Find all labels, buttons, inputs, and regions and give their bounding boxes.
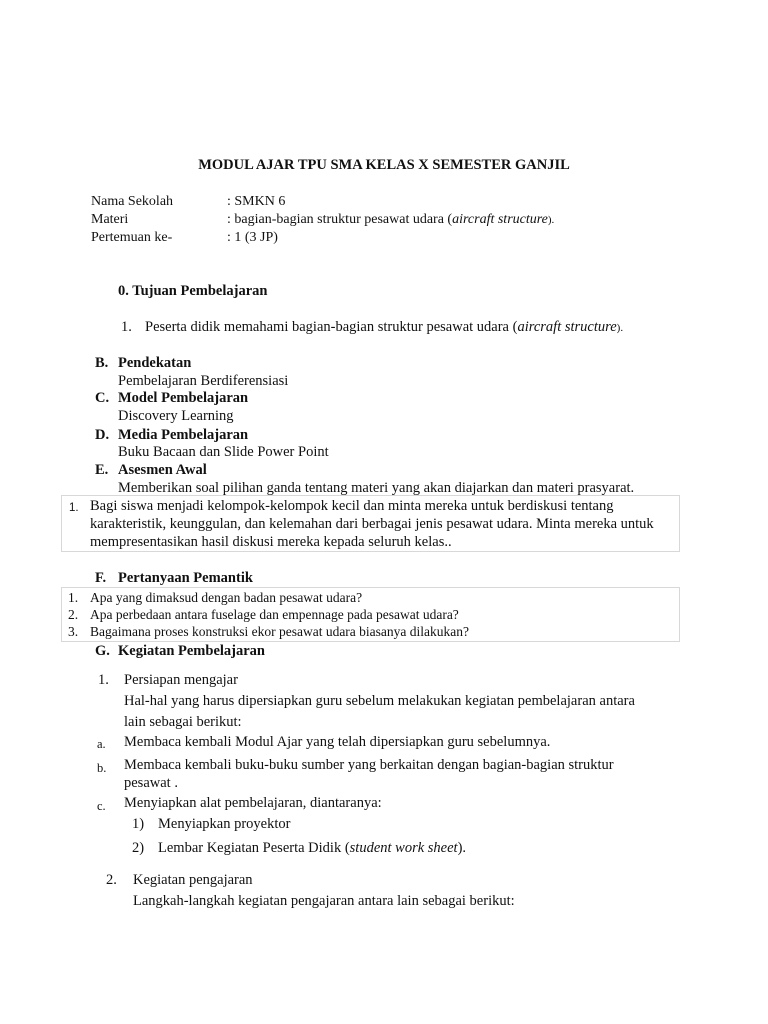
pemantik-box [61, 587, 680, 642]
section-e-letter: E. [95, 462, 109, 478]
school-label: Nama Sekolah [91, 194, 174, 209]
tujuan-heading: 0. Tujuan Pembelajaran [118, 283, 268, 299]
section-d-heading: Media Pembelajaran [118, 427, 249, 443]
step-1-number: 1. [98, 672, 109, 688]
sub-c-text: Menyiapkan alat pembelajaran, diantaranya: [124, 795, 382, 811]
section-b-letter: B. [95, 355, 109, 371]
meeting-value: : 1 (3 JP) [227, 230, 278, 245]
discussion-box [61, 495, 680, 552]
section-c-heading: Model Pembelajaran [118, 390, 249, 406]
section-f-letter: F. [95, 570, 107, 586]
question-1-number: 1. [68, 590, 79, 605]
section-f-heading: Pertanyaan Pemantik [118, 570, 253, 586]
section-g-heading: Kegiatan Pembelajaran [118, 643, 265, 659]
section-d-letter: D. [95, 427, 110, 443]
step-1-desc-line-1: Hal-hal yang harus dipersiapkan guru sebelum melakukan kegiatan pembelajaran antara [124, 693, 635, 709]
school-value: : SMKN 6 [227, 194, 286, 209]
materi-value: : bagian-bagian struktur pesawat udara (aircraft structure). [227, 212, 555, 227]
step-2-number: 2. [106, 872, 117, 888]
discussion-number: 1. [69, 502, 79, 514]
tool-2-text: Lembar Kegiatan Peserta Didik (student work sheet). [158, 840, 467, 856]
step-1-desc-line-2: lain sebagai berikut: [124, 714, 242, 730]
tool-2-number: 2) [132, 840, 145, 856]
materi-label: Materi [91, 212, 129, 227]
sub-b-letter: b. [97, 761, 107, 775]
tujuan-item: Peserta didik memahami bagian-bagian struktur pesawat udara (aircraft structure). [145, 319, 624, 335]
tool-1-text: Menyiapkan proyektor [158, 816, 291, 832]
question-1: Apa yang dimaksud dengan badan pesawat udara? [90, 590, 363, 605]
section-b-heading: Pendekatan [118, 355, 192, 371]
meeting-label: Pertemuan ke- [91, 230, 173, 245]
sub-b-line-2: pesawat . [124, 775, 178, 791]
section-e-heading: Asesmen Awal [118, 462, 207, 478]
sub-a-letter: a. [97, 737, 106, 751]
question-3: Bagaimana proses konstruksi ekor pesawat udara biasanya dilakukan? [90, 624, 470, 639]
question-2-number: 2. [68, 607, 79, 622]
question-3-number: 3. [68, 624, 79, 639]
step-2-desc: Langkah-langkah kegiatan pengajaran antara lain sebagai berikut: [133, 893, 515, 909]
step-1-title: Persiapan mengajar [124, 672, 238, 688]
tujuan-item-number: 1. [121, 319, 132, 335]
step-2-title: Kegiatan pengajaran [133, 872, 253, 888]
discussion-line-3: mempresentasikan hasil diskusi mereka kepada seluruh kelas.. [90, 534, 452, 550]
section-g-letter: G. [95, 643, 110, 659]
section-c-text: Discovery Learning [118, 408, 234, 424]
tool-1-number: 1) [132, 816, 145, 832]
page-title: MODUL AJAR TPU SMA KELAS X SEMESTER GANJIL [198, 157, 570, 173]
section-d-text: Buku Bacaan dan Slide Power Point [118, 444, 329, 460]
discussion-line-2: karakteristik, keunggulan, dan kelemahan dari berbagai jenis pesawat udara. Minta mereka untuk [90, 516, 654, 532]
section-c-letter: C. [95, 390, 110, 406]
section-b-text: Pembelajaran Berdiferensiasi [118, 373, 289, 389]
sub-c-letter: c. [97, 799, 106, 813]
sub-b-line-1: Membaca kembali buku-buku sumber yang berkaitan dengan bagian-bagian struktur [124, 757, 614, 773]
discussion-line-1: Bagi siswa menjadi kelompok-kelompok kecil dan minta mereka untuk berdiskusi tentang [90, 498, 614, 514]
sub-a-text: Membaca kembali Modul Ajar yang telah dipersiapkan guru sebelumnya. [124, 734, 551, 750]
question-2: Apa perbedaan antara fuselage dan empennage pada pesawat udara? [90, 607, 459, 622]
section-e-text: Memberikan soal pilihan ganda tentang materi yang akan diajarkan dan materi prasyarat. [118, 480, 635, 496]
